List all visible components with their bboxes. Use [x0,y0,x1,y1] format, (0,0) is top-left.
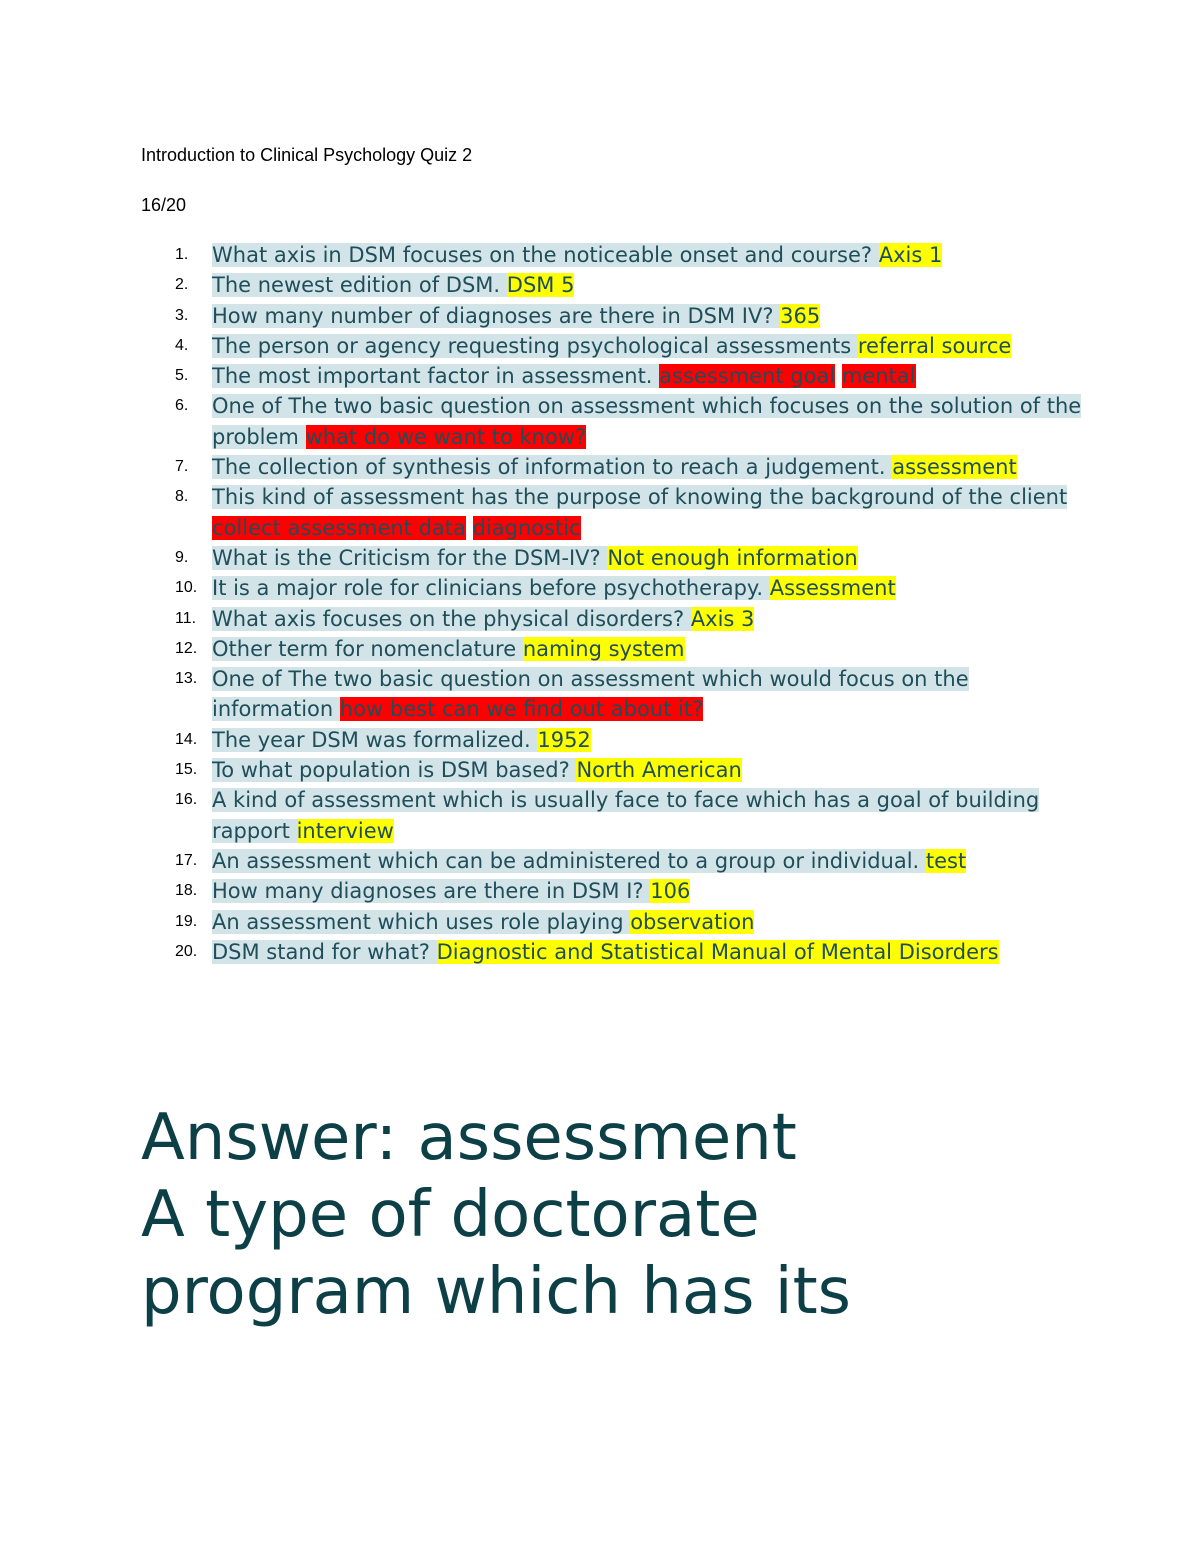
document-title: Introduction to Clinical Psychology Quiz 2 [141,145,473,165]
question-text: The most important factor in assessment. [212,364,660,389]
question-number: 8. [175,488,189,506]
question-list [141,240,1091,967]
question-number: 4. [175,336,189,354]
question-text: The year DSM was formalized. [212,727,538,752]
correct-answer: Axis 1 [878,243,943,267]
question-item [141,634,1091,664]
correct-answer: observation [630,909,755,934]
question-item [141,907,1091,937]
wrong-answer: assessment goal [659,364,836,389]
question-item [141,604,1091,634]
question-text: An assessment which can be administered to a group or individual. [212,848,926,873]
quiz-score: 16/20 [141,195,187,215]
question-text: A kind of assessment which is usually face to face which has a goal of building rapport [212,788,1040,843]
question-text: DSM stand for what? [212,939,437,964]
overlay-line: Answer: assessment [141,1101,797,1175]
question-item [141,452,1091,482]
question-text: How many diagnoses are there in DSM I? [212,879,651,904]
question-item [141,937,1091,967]
question-number: 15. [175,761,198,779]
question-item [141,725,1091,755]
correct-answer: test [925,848,967,873]
question-number: 18. [175,882,198,900]
correct-answer: assessment [892,455,1017,480]
correct-answer: 1952 [537,727,591,752]
question-number: 2. [175,276,189,294]
question-text: Other term for nomenclature [212,636,523,661]
question-item [141,573,1091,603]
question-text: What is the Criticism for the DSM-IV? [212,545,608,570]
question-number: 7. [175,458,189,476]
answer-overlay [141,1100,851,1331]
question-item [141,846,1091,876]
correct-answer: Not enough information [607,545,858,570]
wrong-answer: how best can we find out about it? [339,697,704,722]
question-item [141,482,1091,543]
question-text: One of The two basic question on assessment which would focus on the information [212,667,969,722]
question-number: 16. [175,791,198,809]
question-text: It is a major role for clinicians before psychotherapy. [212,576,770,601]
question-text: What axis focuses on the physical disorders? [212,606,691,631]
question-item [141,361,1091,391]
wrong-answer: mental [841,364,916,389]
question-text: The person or agency requesting psychological assessments [212,333,858,358]
question-number: 10. [175,579,198,597]
correct-answer: Diagnostic and Statistical Manual of Mental Disorders [436,939,999,964]
question-number: 20. [175,942,198,960]
question-text: The collection of synthesis of information to reach a judgement. [212,455,893,480]
question-item [141,785,1091,846]
wrong-answer: collect assessment data [212,515,466,540]
correct-answer: interview [296,818,394,843]
correct-answer: Assessment [769,576,896,601]
correct-answer: North American [576,758,742,783]
question-text: How many number of diagnoses are there in DSM IV? [212,303,781,328]
question-text: This kind of assessment has the purpose of knowing the background of the client [212,485,1068,510]
question-item [141,543,1091,573]
question-item [141,876,1091,906]
correct-answer: 106 [650,879,691,904]
question-number: 3. [175,306,189,324]
question-text: One of The two basic question on assessment which focuses on the solution of the problem [212,394,1082,449]
question-item [141,391,1091,452]
question-number: 11. [175,609,197,627]
question-number: 1. [175,246,189,263]
question-item [141,755,1091,785]
question-number: 9. [175,548,189,566]
question-number: 5. [175,367,189,385]
question-number: 17. [175,851,198,869]
question-item [141,240,1091,270]
question-number: 13. [175,670,198,688]
question-number: 19. [175,912,198,930]
question-number: 14. [175,730,198,748]
question-number: 6. [175,397,189,415]
correct-answer: Axis 3 [690,606,755,631]
question-text: An assessment which uses role playing [212,909,631,934]
correct-answer: naming system [522,636,685,661]
question-item [141,331,1091,361]
question-text: What axis in DSM focuses on the noticeable onset and course? [212,243,879,267]
question-item [141,270,1091,300]
correct-answer: referral source [857,333,1012,358]
overlay-line: program which has its [141,1255,851,1329]
question-text: To what population is DSM based? [212,758,577,783]
correct-answer: DSM 5 [506,273,575,298]
correct-answer: 365 [780,303,821,328]
overlay-line: A type of doctorate [141,1178,760,1252]
wrong-answer: what do we want to know? [305,424,587,449]
question-number: 12. [175,639,198,657]
question-text: The newest edition of DSM. [212,273,507,298]
question-item [141,664,1091,725]
question-item [141,301,1091,331]
wrong-answer: diagnostic [472,515,581,540]
